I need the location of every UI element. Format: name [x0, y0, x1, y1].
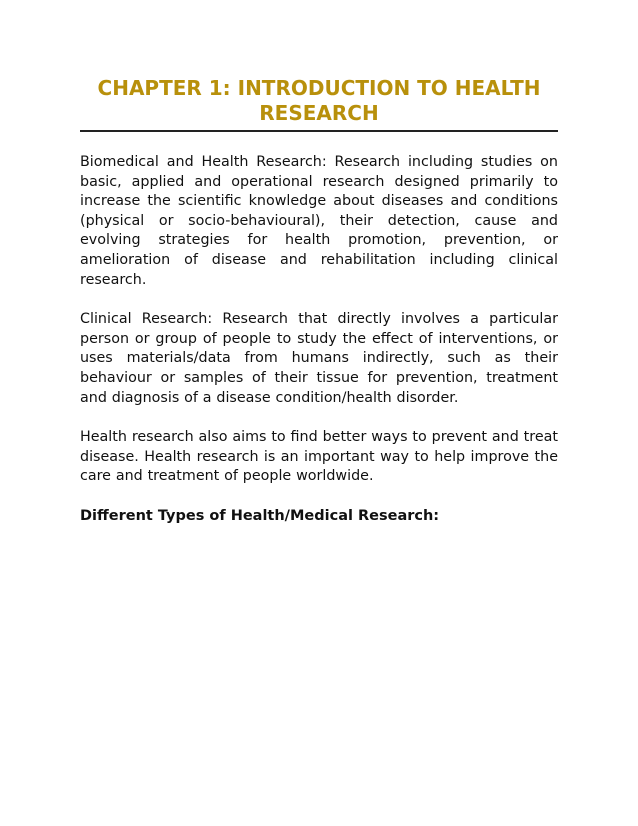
section-subheading: Different Types of Health/Medical Research: — [80, 507, 440, 524]
paragraph-clinical-research: Clinical Research: Research that directly involves a particular person or group of people to study the effect of interventions, or uses materials/data from humans indirectly, such as their behaviour or samples of their tissue for prevention, treatment and diagnosis of a disease condition/health disorder. — [80, 311, 558, 406]
paragraph-health-research-aims: Health research also aims to find better ways to prevent and treat disease. Health research is an important way to help improve the care and treatment of people worldwide. — [80, 429, 558, 485]
chapter-title: CHAPTER 1: INTRODUCTION TO HEALTH RESEARCH — [80, 76, 558, 132]
paragraph-biomedical-research: Biomedical and Health Research: Research including studies on basic, applied and operational research designed primarily to increase the scientific knowledge about diseases and conditions (physical or socio-behavioural), their detection, cause and evolving strategies for health promotion, prevention, or amelioration of disease and rehabilitation including clinical research. — [80, 154, 558, 288]
document-page — [80, 0, 558, 526]
